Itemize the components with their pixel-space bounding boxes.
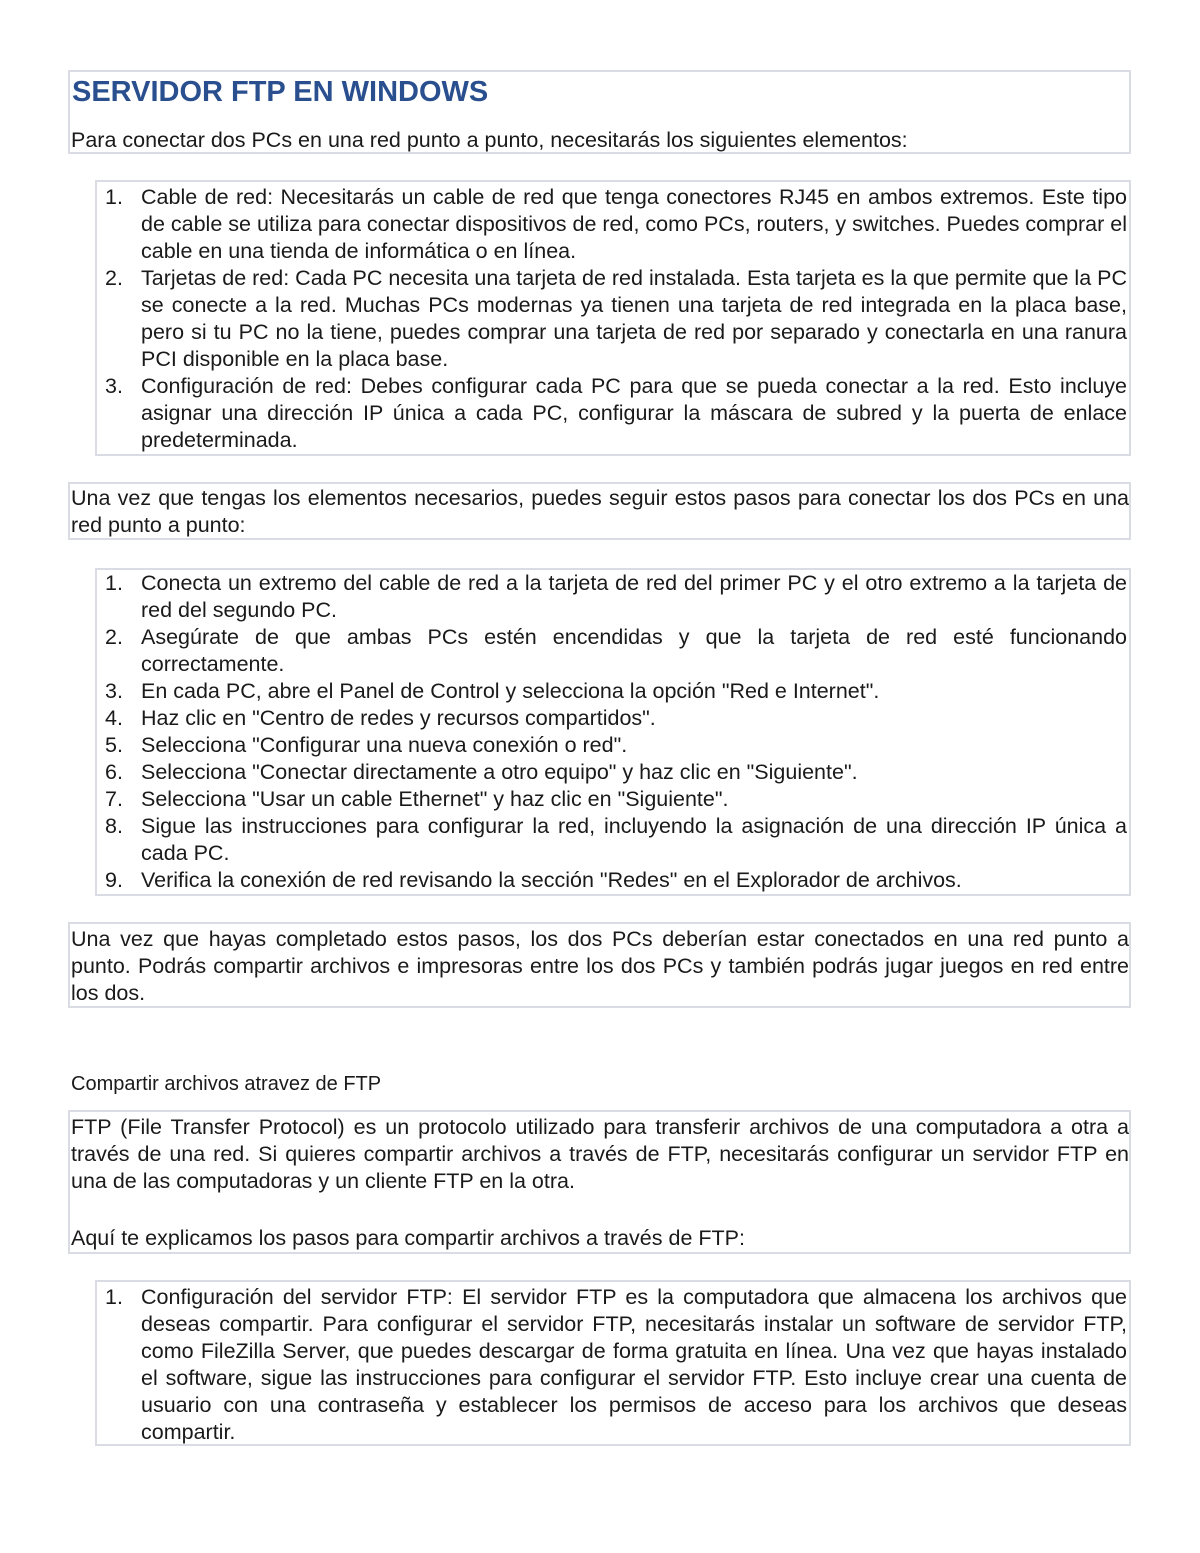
steps-intro-box bbox=[68, 482, 1131, 540]
list-item: 3. En cada PC, abre el Panel de Control y selecciona la opción "Red e Internet". bbox=[105, 679, 880, 703]
ftp-steps-list-box bbox=[95, 1280, 1131, 1446]
list-item: 8. Sigue las instrucciones para configurar la red, incluyendo la asignación de una dirección IP única a cada PC. bbox=[105, 814, 1127, 865]
ftp-intro-box bbox=[68, 1110, 1131, 1254]
page-title: SERVIDOR FTP EN WINDOWS bbox=[72, 76, 489, 108]
steps-list bbox=[97, 570, 1127, 894]
ftp-section-heading: Compartir archivos atravez de FTP bbox=[71, 1073, 382, 1095]
list-item: 6. Selecciona "Conectar directamente a otro equipo" y haz clic en "Siguiente". bbox=[105, 760, 858, 784]
conclusion-box bbox=[68, 922, 1131, 1008]
steps-intro-paragraph: Una vez que tengas los elementos necesarios, puedes seguir estos pasos para conectar los dos PCs en una red punto a punto: bbox=[71, 486, 1129, 537]
list-item: 1. Configuración del servidor FTP: El servidor FTP es la computadora que almacena los archivos que deseas compartir. Para configurar el servidor FTP, necesitarás instalar un software de servidor FTP, como FileZilla Server, que puedes descargar de forma gratuita en línea. Una vez que hayas instalado el software, sigue las instrucciones para configurar el servidor FTP. Esto incluye crear una cuenta de usuario con una contraseña y establecer los permisos de acceso para los archivos que deseas compartir. bbox=[105, 1285, 1127, 1444]
ftp-intro-paragraph: FTP (File Transfer Protocol) es un protocolo utilizado para transferir archivos de una computadora a otra a través de una red. Si quieres compartir archivos a través de FTP, necesitarás configurar un servidor FTP en una de las computadoras y un cliente FTP en la otra. bbox=[71, 1115, 1129, 1193]
list-item: 2. Asegúrate de que ambas PCs estén encendidas y que la tarjeta de red esté funcionando correctamente. bbox=[105, 625, 1127, 676]
intro-paragraph: Para conectar dos PCs en una red punto a punto, necesitarás los siguientes elementos: bbox=[71, 128, 908, 152]
header-box bbox=[68, 70, 1131, 154]
ftp-steps-list bbox=[97, 1284, 1127, 1446]
list-item: 1. Conecta un extremo del cable de red a la tarjeta de red del primer PC y el otro extremo a la tarjeta de red del segundo PC. bbox=[105, 571, 1127, 622]
steps-list-box bbox=[95, 568, 1131, 896]
elements-list-box bbox=[95, 180, 1131, 456]
conclusion-paragraph: Una vez que hayas completado estos pasos, los dos PCs deberían estar conectados en una red punto a punto. Podrás compartir archivos e impresoras entre los dos PCs y también podrás jugar juegos en red entre los dos. bbox=[71, 927, 1129, 1005]
list-item: 2. Tarjetas de red: Cada PC necesita una tarjeta de red instalada. Esta tarjeta es la que permite que la PC se conecte a la red. Muchas PCs modernas ya tienen una tarjeta de red integrada en la placa base, pero si tu PC no la tiene, puedes comprar una tarjeta de red por separado y conectarla en una ranura PCI disponible en la placa base. bbox=[105, 266, 1127, 371]
ftp-steps-intro-paragraph: Aquí te explicamos los pasos para compartir archivos a través de FTP: bbox=[71, 1226, 745, 1250]
elements-list bbox=[97, 184, 1127, 454]
list-item: 4. Haz clic en "Centro de redes y recursos compartidos". bbox=[105, 706, 656, 730]
list-item: 7. Selecciona "Usar un cable Ethernet" y haz clic en "Siguiente". bbox=[105, 787, 729, 811]
list-item: 1. Cable de red: Necesitarás un cable de red que tenga conectores RJ45 en ambos extremos. Este tipo de cable se utiliza para conectar dispositivos de red, como PCs, routers, y switches. Puedes comprar el cable en una tienda de informática o en línea. bbox=[105, 185, 1127, 263]
list-item: 9. Verifica la conexión de red revisando la sección "Redes" en el Explorador de archivos. bbox=[105, 868, 962, 892]
list-item: 3. Configuración de red: Debes configurar cada PC para que se pueda conectar a la red. Esto incluye asignar una dirección IP única a cada PC, configurar la máscara de subred y la puerta de enlace predeterminada. bbox=[105, 374, 1127, 452]
list-item: 5. Selecciona "Configurar una nueva conexión o red". bbox=[105, 733, 628, 757]
